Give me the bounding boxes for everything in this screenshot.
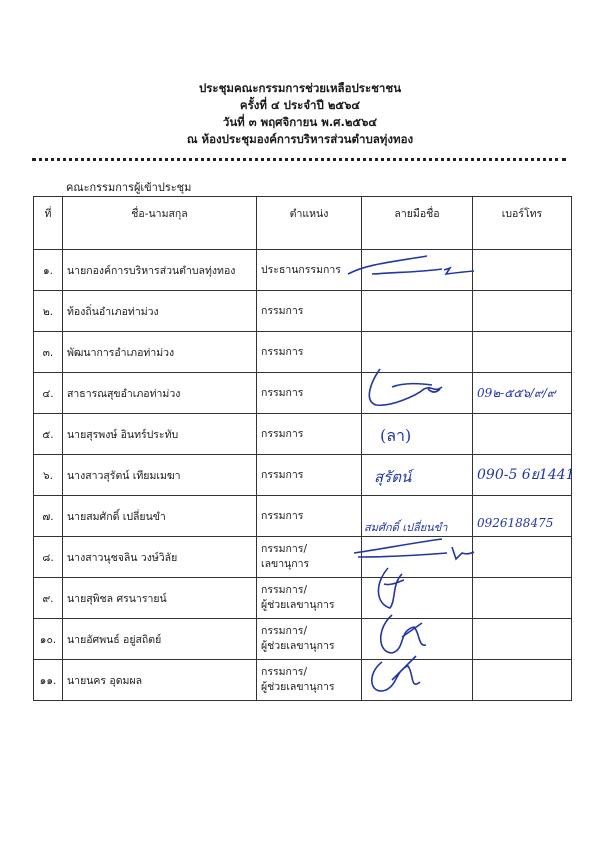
signature-cell <box>362 250 473 291</box>
table-row <box>34 332 572 373</box>
absence-note: (ลา) <box>380 426 412 445</box>
signature-cell <box>362 414 473 455</box>
attendee-position <box>257 291 362 332</box>
attendee-name: นายสมศักดิ์ เปลี่ยนขำ <box>63 496 257 537</box>
signature-cell <box>362 332 473 373</box>
signature-mark <box>362 578 422 618</box>
attendee-position <box>257 455 362 496</box>
row-number: ๔. <box>34 373 63 414</box>
table-row <box>34 455 572 496</box>
table-row <box>34 619 572 660</box>
table-row <box>34 414 572 455</box>
meeting-number: ครั้งที่ ๔ ประจำปี ๒๕๖๔ <box>239 98 361 112</box>
attendee-position <box>257 660 362 701</box>
attendee-name: นายนคร อุดมผล <box>63 660 257 701</box>
attendee-position <box>257 414 362 455</box>
row-number: ๓. <box>34 332 63 373</box>
signature-cell <box>362 455 473 496</box>
attendee-name: พัฒนาการอำเภอท่าม่วง <box>63 332 257 373</box>
signature-cell <box>362 660 473 701</box>
position-line: กรรมการ/ <box>261 543 307 555</box>
dotted-divider <box>32 158 566 161</box>
position-line: ผู้ช่วยเลขานุการ <box>261 681 335 693</box>
attendee-position <box>257 373 362 414</box>
table-header-row <box>34 197 572 250</box>
row-number: ๙. <box>34 578 63 619</box>
attendee-name: นายสุพิชล ศรนารายน์ <box>63 578 257 619</box>
row-number: ๗. <box>34 496 63 537</box>
position-line: เลขานุการ <box>261 558 310 570</box>
phone-cell <box>473 291 572 332</box>
table-row <box>34 660 572 701</box>
position-line: กรรมการ <box>261 345 304 358</box>
attendee-name: นายกองค์การบริหารส่วนตำบลทุ่งทอง <box>63 250 257 291</box>
table-row <box>34 373 572 414</box>
position-line: กรรมการ <box>261 468 304 481</box>
row-number: ๑๐. <box>34 619 63 660</box>
position-line: กรรมการ <box>261 427 304 440</box>
attendance-table <box>33 196 575 701</box>
phone-cell <box>473 660 572 701</box>
row-number: ๕. <box>34 414 63 455</box>
column-header-no: ที่ <box>34 197 63 250</box>
phone-cell <box>473 578 572 619</box>
table-row <box>34 496 572 537</box>
position-line: กรรมการ/ <box>261 666 307 678</box>
column-header-signature: ลายมือชื่อ <box>362 197 473 250</box>
column-header-name: ชื่อ-นามสกุล <box>63 197 257 250</box>
attendee-name: ท้องถิ่นอำเภอท่าม่วง <box>63 291 257 332</box>
attendee-position <box>257 332 362 373</box>
attendee-position <box>257 619 362 660</box>
position-line: กรรมการ <box>261 304 304 317</box>
signature-handwriting: สมศักดิ์ เปลี่ยนขำ <box>364 521 448 534</box>
attendee-name: สาธารณสุขอำเภอท่าม่วง <box>63 373 257 414</box>
signature-cell <box>362 619 473 660</box>
attendee-position <box>257 250 362 291</box>
position-line: กรรมการ/ <box>261 584 307 596</box>
attendee-position <box>257 537 362 578</box>
position-line: กรรมการ/ <box>261 625 307 637</box>
signature-cell <box>362 578 473 619</box>
meeting-date: วันที่ ๓ พฤศจิกายน พ.ศ.๒๕๖๔ <box>222 115 378 129</box>
attendee-name: นายสุรพงษ์ อินทร์ประทับ <box>63 414 257 455</box>
position-line: ผู้ช่วยเลขานุการ <box>261 640 335 652</box>
phone-cell <box>473 619 572 660</box>
attendee-subtitle: คณะกรรมการผู้เข้าประชุม <box>66 181 192 194</box>
phone-handwriting: 09๒-๕๕๖/๙/๙ <box>477 385 556 400</box>
table-row <box>34 291 572 332</box>
meeting-venue: ณ ห้องประชุมองค์การบริหารส่วนตำบลทุ่งทอง <box>186 132 414 146</box>
phone-handwriting: 090-5 6ย1441 <box>477 467 575 483</box>
signature-mark <box>362 619 442 659</box>
column-header-position: ตำแหน่ง <box>257 197 362 250</box>
table-row <box>34 578 572 619</box>
signature-mark <box>362 537 477 577</box>
position-line: กรรมการ <box>261 386 304 399</box>
signature-cell <box>362 496 473 537</box>
table-row <box>34 537 572 578</box>
attendee-name: นายอัศพนธ์ อยู่สถิตย์ <box>63 619 257 660</box>
attendee-position <box>257 496 362 537</box>
phone-cell <box>473 455 575 496</box>
signature-handwriting: สุรัตน์ <box>374 468 412 486</box>
row-number: ๑. <box>34 250 63 291</box>
row-number: ๒. <box>34 291 63 332</box>
document-header <box>0 80 600 148</box>
column-header-phone: เบอร์โทร <box>473 197 572 250</box>
signature-cell <box>362 373 473 414</box>
row-number: ๘. <box>34 537 63 578</box>
phone-handwriting: 0926188475 <box>477 516 554 530</box>
row-number: ๖. <box>34 455 63 496</box>
phone-cell <box>473 537 572 578</box>
position-line: ผู้ช่วยเลขานุการ <box>261 599 335 611</box>
position-line: กรรมการ <box>261 509 304 522</box>
phone-cell <box>473 332 572 373</box>
position-line: ประธานกรรมการ <box>261 263 341 276</box>
row-number: ๑๑. <box>34 660 63 701</box>
attendee-position <box>257 578 362 619</box>
meeting-title: ประชุมคณะกรรมการช่วยเหลือประชาชน <box>198 81 402 95</box>
attendee-name: นางสาวนุชจลิน วงษ์วิลัย <box>63 537 257 578</box>
signature-cell <box>362 537 473 578</box>
phone-cell <box>473 373 572 414</box>
phone-cell <box>473 414 572 455</box>
signature-mark <box>362 250 492 290</box>
attendee-name: นางสาวสุรัตน์ เทียมเมฆา <box>63 455 257 496</box>
signature-mark <box>362 660 442 700</box>
signature-mark <box>362 373 472 413</box>
table-row <box>34 250 572 291</box>
phone-cell <box>473 496 572 537</box>
signature-cell <box>362 291 473 332</box>
